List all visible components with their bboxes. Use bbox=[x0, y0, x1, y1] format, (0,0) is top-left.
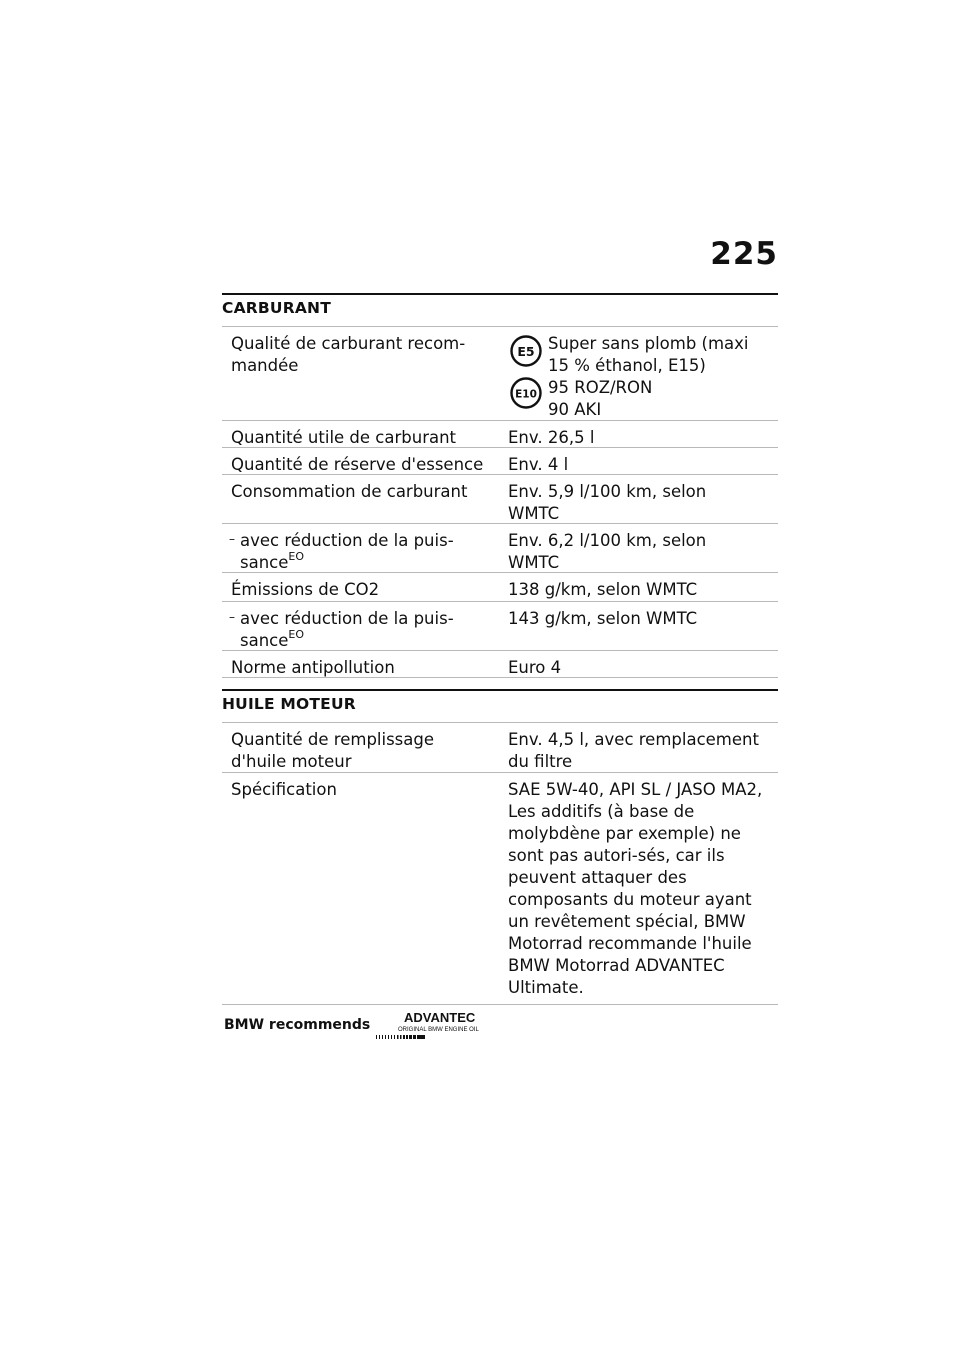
row-value: Env. 5,9 l/100 km, selon WMTC bbox=[508, 482, 707, 523]
advantec-logo bbox=[374, 1009, 494, 1041]
section-huile-moteur bbox=[222, 689, 778, 1005]
row-label: Norme antipollution bbox=[231, 658, 395, 677]
row-label bbox=[222, 524, 500, 572]
advantec-logo-title: ADVANTEC bbox=[404, 1010, 476, 1025]
fuel-quality-value bbox=[502, 327, 778, 420]
row-label: Consommation de carburant bbox=[231, 482, 468, 501]
page-number: 225 bbox=[710, 236, 778, 272]
row-value: 143 g/km, selon WMTC bbox=[508, 609, 698, 628]
table-row bbox=[222, 327, 778, 421]
table-row bbox=[222, 602, 778, 651]
e5-fuel-icon bbox=[510, 335, 542, 367]
row-value: SAE 5W-40, API SL / JASO MA2, Les additifs (à base de molybdène par exemple) ne sont pas autori-sés, car ils peuvent attaquer des composants du moteur ayant un revêtement spécial, BMW Motorrad recommande l'huile BMW Motorrad ADVANTEC Ultimate. bbox=[508, 780, 763, 997]
table-row bbox=[222, 448, 778, 475]
row-label: Quantité utile de carburant bbox=[231, 428, 457, 447]
row-label bbox=[222, 602, 500, 650]
row-label: Qualité de carburant recom-mandée bbox=[231, 334, 466, 375]
row-label-text: avec réduction de la puis-sance bbox=[240, 609, 454, 650]
fuel-badges bbox=[510, 333, 548, 416]
row-label: Quantité de réserve d'essence bbox=[231, 455, 484, 474]
fuel-line: Super sans plomb (maxi bbox=[548, 334, 749, 353]
row-value: Env. 4,5 l, avec remplacement du filtre bbox=[508, 730, 759, 771]
fuel-line: 95 ROZ/RON bbox=[548, 378, 653, 397]
table-row bbox=[222, 723, 778, 773]
section-carburant bbox=[222, 293, 778, 678]
bmw-recommends-label: BMW recommends bbox=[224, 1017, 371, 1033]
eo-footnote: EO bbox=[288, 628, 304, 641]
e5-badge-label: E5 bbox=[517, 344, 535, 359]
fuel-quality-text bbox=[548, 333, 749, 419]
logo-stripes bbox=[376, 1035, 425, 1039]
section-title-huile-moteur: HUILE MOTEUR bbox=[222, 689, 778, 723]
row-value: Env. 6,2 l/100 km, selon WMTC bbox=[508, 531, 707, 572]
table-row bbox=[222, 421, 778, 448]
advantec-logo-subtitle: ORIGINAL BMW ENGINE OIL bbox=[398, 1027, 479, 1033]
section-title-carburant: CARBURANT bbox=[222, 293, 778, 327]
table-row bbox=[222, 475, 778, 524]
table-row bbox=[222, 524, 778, 573]
table-row bbox=[222, 573, 778, 602]
row-label: Émissions de CO2 bbox=[231, 580, 380, 599]
row-value: Env. 4 l bbox=[508, 455, 569, 474]
row-label: Quantité de remplissage d'huile moteur bbox=[231, 730, 435, 771]
fuel-line: 15 % éthanol, E15) bbox=[548, 356, 706, 375]
row-value: Euro 4 bbox=[508, 658, 562, 677]
table-row bbox=[222, 651, 778, 678]
row-value: 138 g/km, selon WMTC bbox=[508, 580, 698, 599]
table-row bbox=[222, 773, 778, 1005]
row-label: Spécification bbox=[231, 780, 337, 799]
row-value: Env. 26,5 l bbox=[508, 428, 595, 447]
eo-footnote: EO bbox=[288, 550, 304, 563]
fuel-line: 90 AKI bbox=[548, 400, 602, 419]
row-label-text: avec réduction de la puis-sance bbox=[240, 531, 454, 572]
e10-fuel-icon bbox=[510, 377, 542, 409]
e10-badge-label: E10 bbox=[515, 388, 537, 401]
